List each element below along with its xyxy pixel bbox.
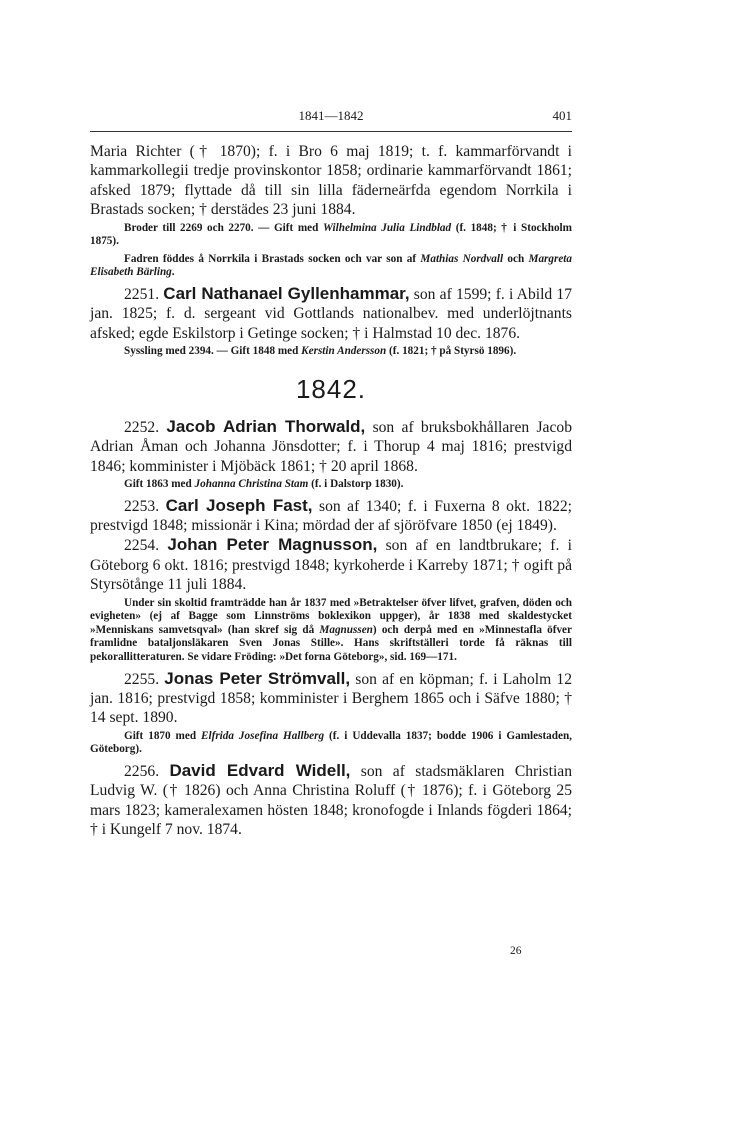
entry-note: Broder till 2269 och 2270. — Gift med Wilhelmina Julia Lindblad (f. 1848; † i Stockholm 1875). [90,221,572,248]
entry-number: 2256. [124,763,170,781]
signature-mark: 26 [510,945,522,957]
person-name: David Edvard Widell, [169,761,351,781]
page-body [90,142,572,840]
biography-entry [90,535,572,594]
entry-text: son af en köpman; f. i Laholm 12 jan. 1816; prestvigd 1858; komminister i Berghem 1865 och i Säfve 1880; † 14 sept. 1890. [90,670,572,727]
biography-entry [90,496,572,536]
entry-number: 2251. [124,286,164,303]
entry-note: Under sin skoltid framträdde han år 1837 med »Betraktelser öfver lifvet, grafven, döden och evigheten» (ej af Bagge som Linnströms boklexikon uppger), år 1838 med skaldestycket »Menniskans samvetsqval» (han skref sig då Magnussen) och derpå med en »Minnestafla öfver framlidne bataljonsläkaren Sven Jonas Stille». Hans skriftställeri torde få räknas till pekorallitteraturen. Se vidare Fröding: »Det forna Göteborg», sid. 169—171. [90,596,572,664]
biography-entry [90,761,572,840]
person-name: Johan Peter Magnusson, [167,535,378,555]
entry-note: Syssling med 2394. — Gift 1848 med Kerstin Andersson (f. 1821; † på Styrsö 1896). [124,345,517,358]
biography-entry [90,284,572,343]
entry-number: 2254. [124,537,168,555]
entry-note: Fadren föddes å Norrkila i Brastads socken och var son af Mathias Nordvall och Margreta Elisabeth Bärling. [90,252,573,279]
biography-entry [90,417,572,476]
year-heading: 1842. [295,373,367,404]
entry-continuation: Maria Richter († 1870); f. i Bro 6 maj 1819; t. f. kammarförvandt i kammarkollegii tredje provinskontor 1858; ordinarie kammarförvandt 1861; afsked 1879; flyttade då till sin lilla fäderneärfda egendom Norrkila i Brastads socken; † derstädes 23 juni 1884. [90,143,572,219]
entry-note: Gift 1863 med Johanna Christina Stam (f. i Dalstorp 1830). [124,478,404,491]
header-rule [90,131,572,132]
entry-text: son af 1340; f. i Fuxerna 8 okt. 1822; prestvigd 1848; missionär i Kina; mördad der af sjöröfvare 1850 (ej 1849). [90,497,572,535]
entry-text: son af stadsmäklaren Christian Ludvig W. († 1826) och Anna Christina Roluff († 1876); f. i Göteborg 25 mars 1823; kameralexamen hösten 1848; kronofogde i Inlands fögderi 1864; † i Kungelf 7 nov. 1874. [90,763,573,839]
person-name: Jacob Adrian Thorwald, [166,416,366,436]
entry-note: Gift 1870 med Elfrida Josefina Hallberg (f. i Uddevalla 1837; bodde 1906 i Gamlestaden, Göteborg). [90,729,572,756]
person-name: Carl Joseph Fast, [165,495,313,515]
person-name: Jonas Peter Strömvall, [164,668,351,688]
person-name: Carl Nathanael Gyllenhammar, [163,284,410,303]
entry-number: 2255. [124,670,165,688]
entry-text: son af bruksbokhållaren Jacob Adrian Åman och Johanna Jönsdotter; f. i Thorup 4 maj 1816; prestvigd 1846; komminister i Mjöbäck 1861; † 20 april 1868. [90,418,572,475]
page-number: 401 [552,108,572,123]
biography-entry [90,669,572,728]
entry-number: 2253. [124,497,166,515]
running-header [90,108,572,128]
entry-text: son af 1599; f. i Abild 17 jan. 1825; f. d. sergeant vid Gottlands nationalbev. med underlöjtnants afsked; egde Eskilstorp i Getinge socken; † i Halmstad 10 dec. 1876. [90,286,573,342]
entry-text: son af en landtbrukare; f. i Göteborg 6 okt. 1816; prestvigd 1848; kyrkoherde i Karreby 1871; † ogift på Styrsötånge 11 juli 1884. [90,537,572,594]
header-year-range: 1841—1842 [298,108,364,123]
entry-number: 2252. [124,418,167,436]
